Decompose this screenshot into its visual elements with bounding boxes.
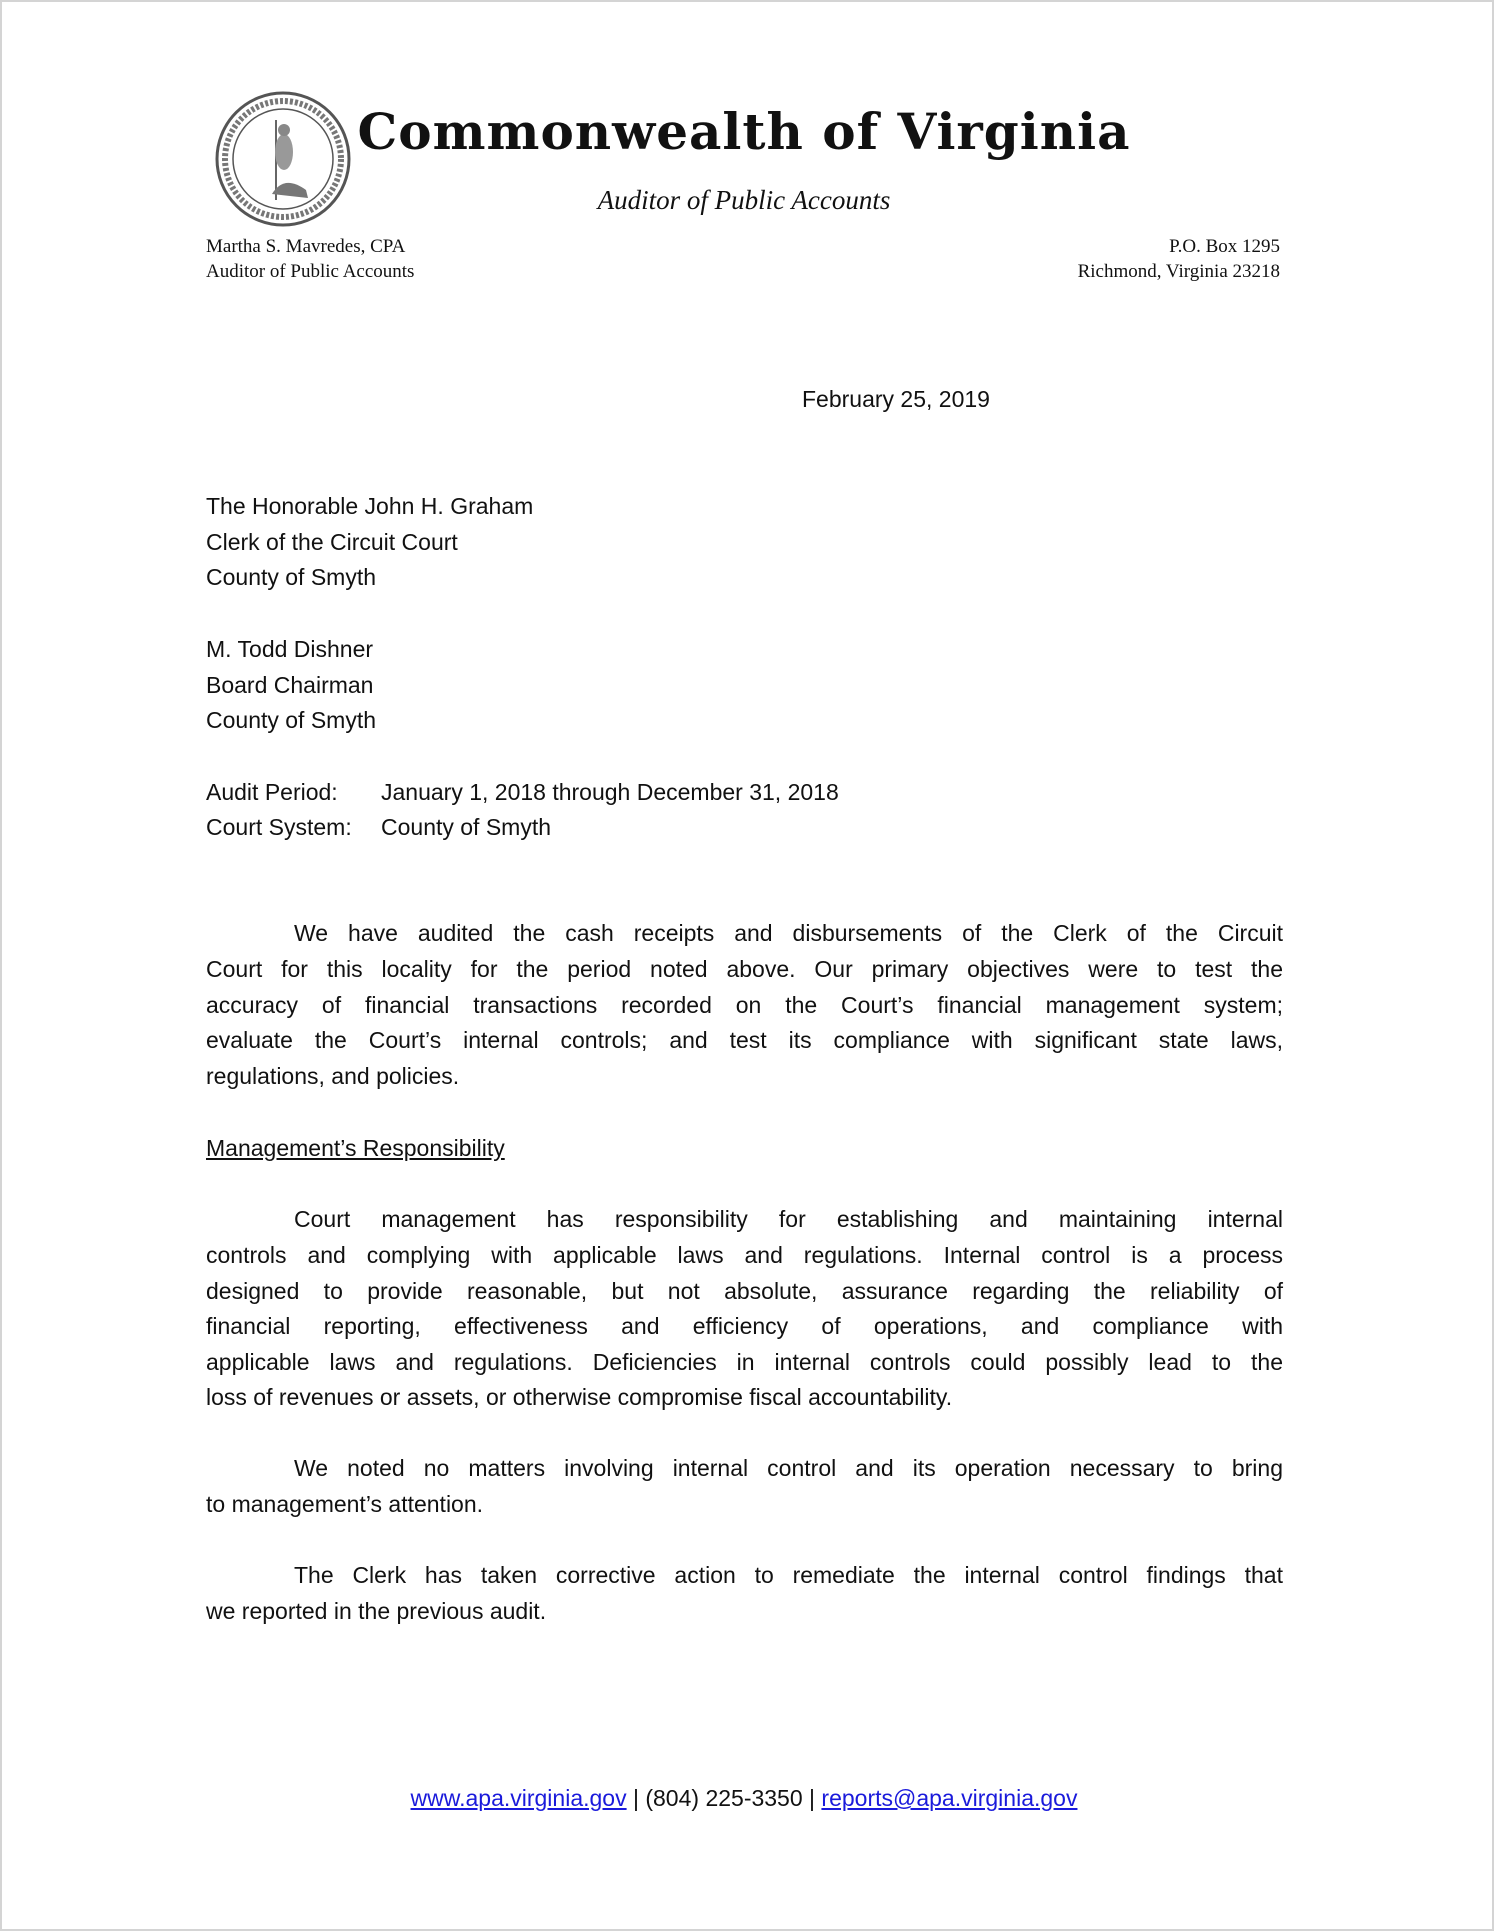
recipient1-line: The Honorable John H. Graham	[206, 493, 534, 519]
po-box: P.O. Box 1295	[1169, 236, 1280, 257]
para2-line: Court management has responsibility for establishing and maintaining internal	[294, 1206, 1283, 1232]
recipient1-line: Clerk of the Circuit Court	[206, 529, 458, 555]
para2-line: loss of revenues or assets, or otherwise compromise fiscal accountability.	[206, 1384, 953, 1410]
auditor-name-block	[206, 234, 414, 284]
section-heading-text: Management’s Responsibility	[206, 1135, 505, 1161]
audit-period-value: January 1, 2018 through December 31, 2018	[381, 779, 839, 805]
auditor-name: Martha S. Mavredes, CPA	[206, 236, 406, 257]
footer-separator: |	[626, 1785, 646, 1811]
para3-line: We noted no matters involving internal control and its operation necessary to bring	[294, 1455, 1283, 1481]
website-link[interactable]: www.apa.virginia.gov	[410, 1785, 627, 1811]
recipient2-line: County of Smyth	[206, 707, 377, 733]
para2-line: designed to provide reasonable, but not absolute, assurance regarding the reliability of	[206, 1278, 1283, 1304]
footer	[2, 1783, 1486, 1813]
section-heading	[206, 1133, 1283, 1163]
para4-line: we reported in the previous audit.	[206, 1598, 547, 1624]
para2-line: applicable laws and regulations. Deficiencies in internal controls could possibly lead to the	[206, 1349, 1283, 1375]
email-link[interactable]: reports@apa.virginia.gov	[821, 1785, 1078, 1811]
para3-line: to management’s attention.	[206, 1491, 484, 1517]
court-system-value: County of Smyth	[381, 814, 552, 840]
para1-line: evaluate the Court’s internal controls; and test its compliance with significant state laws,	[206, 1027, 1283, 1053]
para2-line: controls and complying with applicable laws and regulations. Internal control is a process	[206, 1242, 1283, 1268]
letter-date: February 25, 2019	[802, 386, 990, 412]
para1-line: We have audited the cash receipts and disbursements of the Clerk of the Circuit	[294, 920, 1283, 946]
mailing-address	[1078, 234, 1280, 284]
para1-line: Court for this locality for the period noted above. Our primary objectives were to test the	[206, 956, 1283, 982]
audit-period	[206, 777, 1283, 807]
court-system-label: Court System:	[206, 814, 352, 840]
para1-line: regulations, and policies.	[206, 1063, 460, 1089]
letterhead-subtitle: Auditor of Public Accounts	[597, 185, 891, 215]
audit-period-label: Audit Period:	[206, 779, 338, 805]
court-system	[206, 812, 1283, 842]
city-state-zip: Richmond, Virginia 23218	[1077, 261, 1280, 282]
para2-line: financial reporting, effectiveness and efficiency of operations, and compliance with	[206, 1313, 1283, 1339]
phone-number: (804) 225-3350	[645, 1785, 803, 1811]
para1-line: accuracy of financial transactions recorded on the Court’s financial management system;	[206, 992, 1283, 1018]
letterhead-title: Commonwealth of Virginia	[357, 102, 1131, 161]
para4-line: The Clerk has taken corrective action to remediate the internal control findings that	[294, 1562, 1283, 1588]
recipient2-line: M. Todd Dishner	[206, 636, 374, 662]
recipient1-line: County of Smyth	[206, 564, 377, 590]
auditor-title: Auditor of Public Accounts	[206, 261, 415, 282]
recipient2-line: Board Chairman	[206, 672, 374, 698]
footer-separator: |	[802, 1785, 822, 1811]
